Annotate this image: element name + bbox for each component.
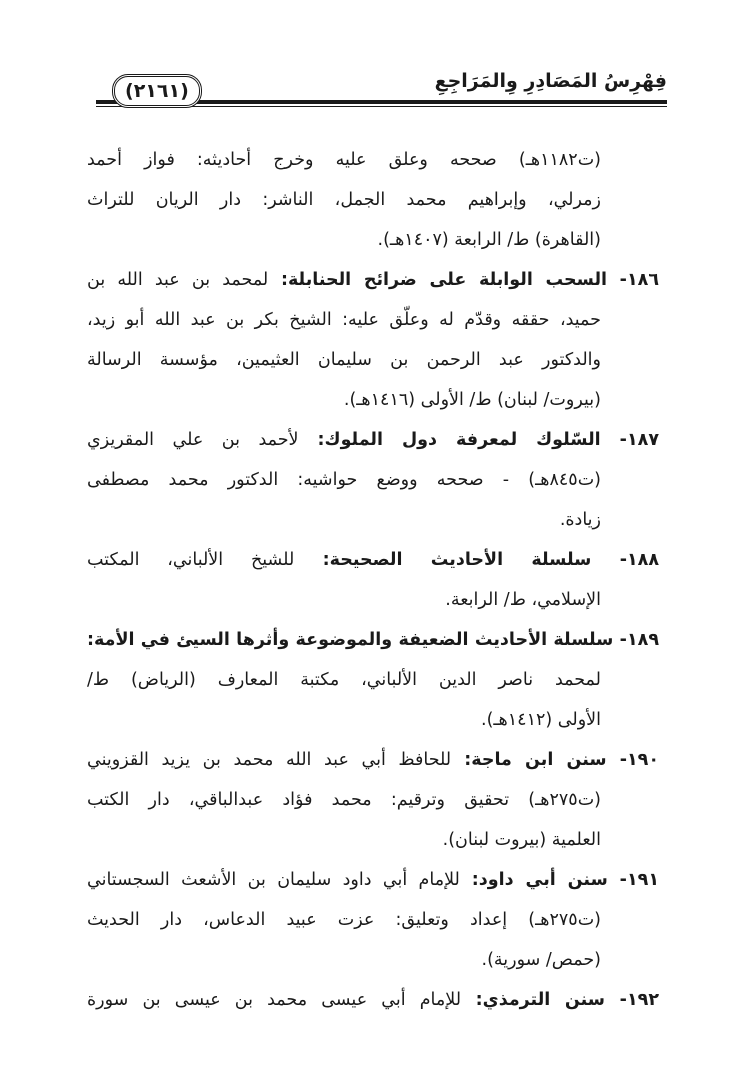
bibliography-entry-187	[87, 420, 659, 540]
entry-line: (القاهرة) ط/ الرابعة (١٤٠٧هـ).	[377, 230, 601, 250]
bibliography-entry-continued	[87, 140, 659, 260]
entry-author: للإمام أبي داود سليمان بن الأشعث السجستاني	[87, 870, 460, 890]
entry-line: (ت١١٨٢هـ) صححه وعلق عليه وخرج أحاديثه: فواز أحمد	[87, 150, 601, 170]
entry-number: ١٩٢-	[605, 990, 659, 1010]
entry-number: ١٨٧-	[600, 430, 659, 450]
entry-line: زمرلي، وإبراهيم محمد الجمل، الناشر: دار الريان للتراث	[87, 190, 601, 210]
entry-first-line	[87, 540, 659, 580]
entry-title: السّلوك لمعرفة دول الملوك:	[298, 430, 601, 450]
entry-number: ١٩١-	[607, 870, 659, 890]
entry-line: (ت٨٤٥هـ) - صححه ووضع حواشيه: الدكتور محمد مصطفى	[87, 470, 601, 490]
entry-first-line	[87, 980, 659, 1020]
entry-title: سنن ابن ماجة:	[451, 750, 607, 770]
entry-author: لمحمد بن عبد الله بن	[87, 270, 269, 290]
entry-first-line	[87, 420, 659, 460]
entry-line: (ت٢٧٥هـ) تحقيق وترقيم: محمد فؤاد عبدالباقي، دار الكتب	[87, 790, 601, 810]
bibliography-entry-189	[87, 620, 659, 740]
running-title: فِهْرِسُ المَصَادِرِ وِالمَرَاجِعِ	[425, 70, 667, 92]
entry-number: ١٨٦-	[607, 270, 659, 290]
entry-line: العلمية (بيروت لبنان).	[442, 830, 601, 850]
entry-title: سنن الترمذي:	[461, 990, 606, 1010]
bibliography-entry-191	[87, 860, 659, 980]
entry-line: لمحمد ناصر الدين الألباني، مكتبة المعارف (الرياض) ط/	[87, 670, 601, 690]
entry-author: لأحمد بن علي المقريزي	[87, 430, 299, 450]
entry-title: سلسلة الأحاديث الصحيحة:	[294, 550, 592, 570]
entry-line: (ت٢٧٥هـ) إعداد وتعليق: عزت عبيد الدعاس، دار الحديث	[87, 910, 601, 930]
entry-first-line	[87, 860, 659, 900]
entry-line: والدكتور عبد الرحمن بن سليمان العثيمين، مؤسسة الرسالة	[87, 350, 601, 370]
entry-author: للشيخ الألباني، المكتب	[87, 550, 295, 570]
entry-number: ١٨٨-	[591, 550, 660, 570]
entry-line: (حمص/ سورية).	[481, 950, 601, 970]
bibliography-entry-192	[87, 980, 659, 1020]
entry-number: ١٩٠-	[606, 750, 660, 770]
entry-title: سلسلة الأحاديث الضعيفة والموضوعة وأثرها السيئ في الأمة:	[87, 630, 614, 650]
entry-line: حميد، حققه وقدّم له وعلّق عليه: الشيخ بكر بن عبد الله أبو زيد،	[87, 310, 601, 330]
bibliography-entry-188	[87, 540, 659, 620]
page-number: (٢١٦١)	[112, 74, 202, 108]
bibliography-entry-190	[87, 740, 659, 860]
entry-title: سنن أبي داود:	[459, 870, 608, 890]
bibliography-entry-186	[87, 260, 659, 420]
entry-first-line	[87, 740, 659, 780]
entry-title: السحب الوابلة على ضرائح الحنابلة:	[268, 270, 608, 290]
bibliography-list	[87, 140, 659, 1020]
entry-line: الإسلامي، ط/ الرابعة.	[445, 590, 601, 610]
entry-author: للإمام أبي عيسى محمد بن عيسى بن سورة	[87, 990, 462, 1010]
entry-author: للحافظ أبي عبد الله محمد بن يزيد القزويني	[87, 750, 452, 770]
entry-number: ١٨٩-	[613, 630, 659, 650]
entry-line: الأولى (١٤١٢هـ).	[481, 710, 601, 730]
entry-first-line	[87, 620, 659, 660]
entry-first-line	[87, 260, 659, 300]
page-header	[96, 64, 667, 112]
entry-line: زيادة.	[559, 510, 601, 530]
entry-line: (بيروت/ لبنان) ط/ الأولى (١٤١٦هـ).	[343, 390, 601, 410]
